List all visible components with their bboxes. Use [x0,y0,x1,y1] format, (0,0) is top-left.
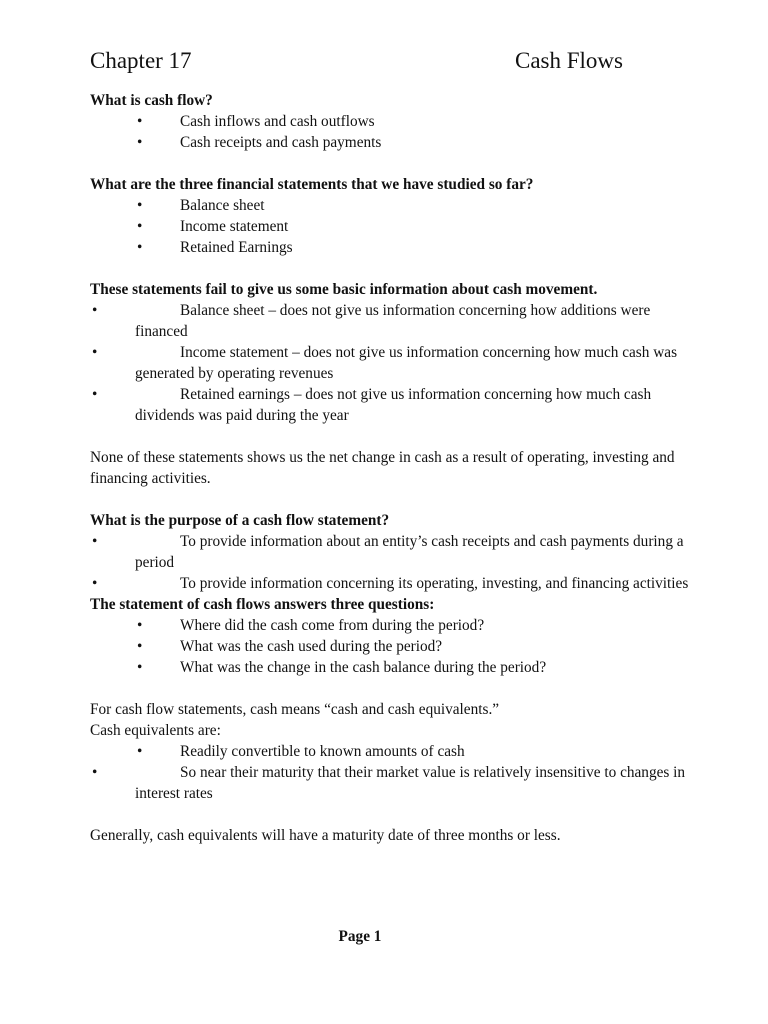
list-item: • What was the change in the cash balance during the period? [137,659,547,676]
bullet-icon: • [137,638,143,655]
bullet-icon: • [92,386,98,403]
chapter-number: Chapter 17 [90,48,192,73]
list-item: • Income statement – does not give us information concerning how much cash was generated by operating revenues [92,344,678,382]
chapter-title: Cash Flows [515,48,623,73]
list-item: • Readily convertible to known amounts of cash [137,743,465,760]
bullet-icon: • [137,617,143,634]
list-item: • Cash receipts and cash payments [137,134,382,151]
list-item: • Balance sheet [137,197,265,214]
bullet-icon: • [137,218,143,235]
bullet-icon: • [92,764,98,781]
bullet-list-statements [90,195,690,258]
bullet-icon: • [137,197,143,214]
list-item: • To provide information concerning its operating, investing, and financing activities [92,575,689,592]
document-body [90,90,690,846]
bullet-list-purpose [90,531,690,594]
bullet-icon: • [137,113,143,130]
list-item: • Balance sheet – does not give us information concerning how additions were financed [92,302,651,340]
paragraph-cash-meaning: For cash flow statements, cash means “cash and cash equivalents.” [90,701,500,718]
list-item: • To provide information about an entity’s cash receipts and cash payments during a period [92,533,684,571]
list-item: • Retained Earnings [137,239,293,256]
list-item: • Where did the cash come from during the period? [137,617,485,634]
list-item: • Cash inflows and cash outflows [137,113,375,130]
statement-fail-heading: These statements fail to give us some basic information about cash movement. [90,281,598,298]
bullet-icon: • [137,659,143,676]
bullet-list-cash-flow [90,111,690,153]
paragraph-equivalents-intro: Cash equivalents are: [90,722,221,739]
bullet-icon: • [137,239,143,256]
question-three-statements: What are the three financial statements that we have studied so far? [90,176,534,193]
bullet-icon: • [137,743,143,760]
list-item: • So near their maturity that their market value is relatively insensitive to changes in interest rates [92,764,686,802]
paragraph-net-change: None of these statements shows us the net change in cash as a result of operating, investing and financing activities. [90,449,675,487]
bullet-icon: • [92,533,98,550]
statement-three-questions: The statement of cash flows answers three questions: [90,596,435,613]
bullet-icon: • [92,575,98,592]
bullet-icon: • [92,302,98,319]
bullet-list-questions [90,615,690,678]
bullet-icon: • [92,344,98,361]
bullet-list-failures [90,300,690,426]
list-item: • What was the cash used during the period? [137,638,443,655]
list-item: • Income statement [137,218,289,235]
question-purpose: What is the purpose of a cash flow statement? [90,512,390,529]
question-what-is-cash-flow: What is cash flow? [90,92,213,109]
bullet-list-equivalents [90,741,690,804]
chapter-header [90,46,650,78]
bullet-icon: • [137,134,143,151]
list-item: • Retained earnings – does not give us information concerning how much cash dividends was paid during the year [92,386,652,424]
page-number: Page 1 [338,928,382,945]
paragraph-maturity: Generally, cash equivalents will have a maturity date of three months or less. [90,827,561,844]
